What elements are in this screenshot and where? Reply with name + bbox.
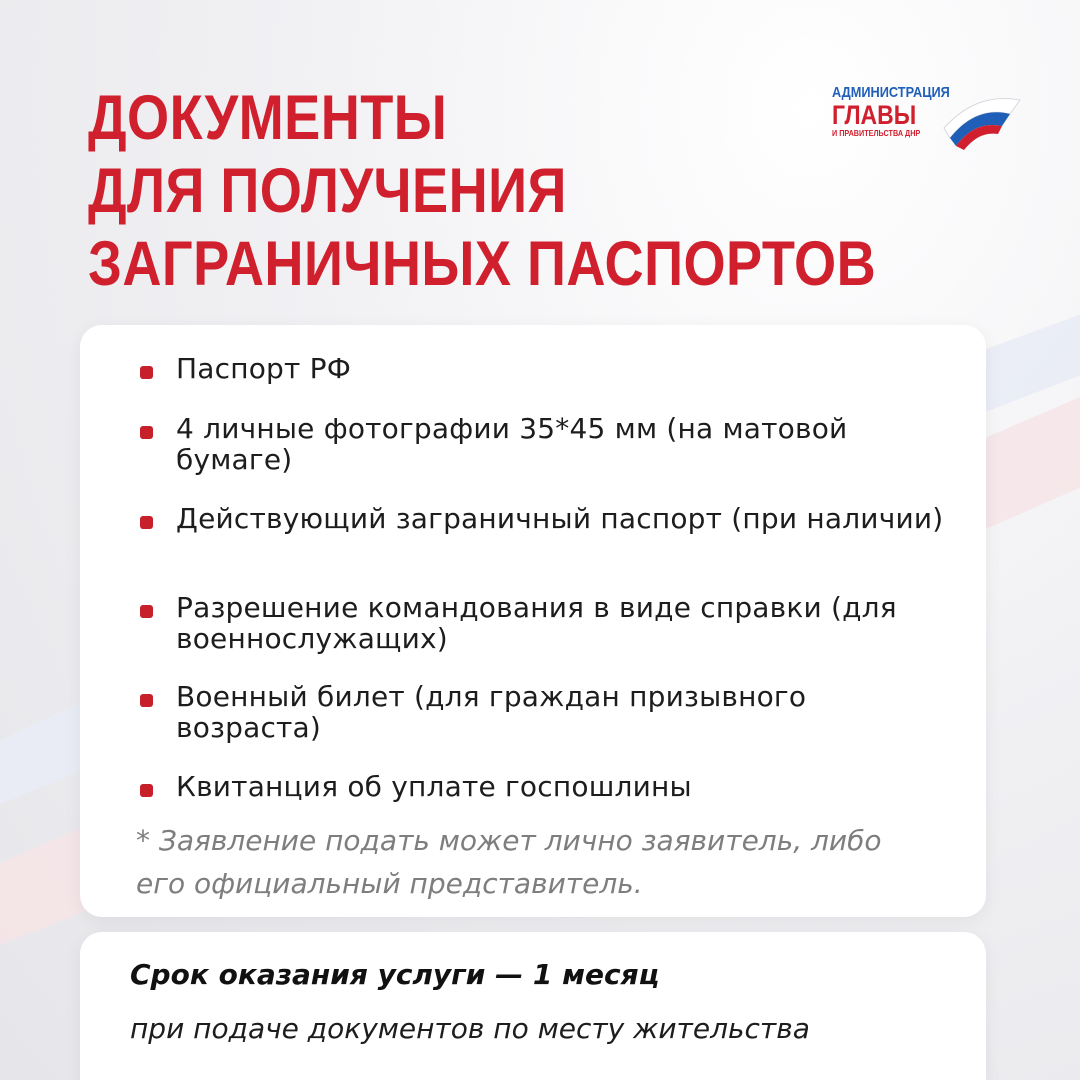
applicant-note: * Заявление подать может лично заявитель, либо его официальный представитель.	[136, 824, 882, 900]
title-line-1: ДОКУМЕНТЫ	[88, 83, 448, 153]
bullet-marker	[140, 694, 153, 707]
list-item-text: 4 личные фотографии 35*45 мм (на матовой бумаге)	[176, 412, 848, 476]
service-term-subtitle: при подаче документов по месту жительства	[130, 1012, 810, 1045]
documents-card	[80, 325, 986, 917]
bullet-marker	[140, 426, 153, 439]
list-item-text: Паспорт РФ	[176, 352, 352, 385]
bullet-marker	[140, 784, 153, 797]
russian-flag-icon	[940, 84, 1024, 150]
list-item-text: Квитанция об уплате госпошлины	[176, 770, 692, 803]
title-line-3: ЗАГРАНИЧНЫХ ПАСПОРТОВ	[88, 229, 877, 299]
bullet-marker	[140, 605, 153, 618]
list-item-text: Разрешение командования в виде справки (для военнослужащих)	[176, 591, 897, 655]
logo-line-1: АДМИНИСТРАЦИЯ	[832, 84, 950, 101]
logo-line-2: ГЛАВЫ	[832, 100, 917, 130]
bullet-marker	[140, 516, 153, 529]
title-line-2: ДЛЯ ПОЛУЧЕНИЯ	[88, 156, 567, 226]
service-term-title: Срок оказания услуги — 1 месяц	[130, 958, 660, 991]
service-term-card	[80, 932, 986, 1080]
list-item-text: Действующий заграничный паспорт (при наличии)	[176, 502, 944, 535]
bullet-marker	[140, 366, 153, 379]
list-item-text: Военный билет (для граждан призывного возраста)	[176, 680, 807, 744]
page-title	[88, 82, 876, 301]
administration-logo	[832, 84, 1022, 154]
logo-line-3: И ПРАВИТЕЛЬСТВА ДНР	[832, 128, 921, 138]
